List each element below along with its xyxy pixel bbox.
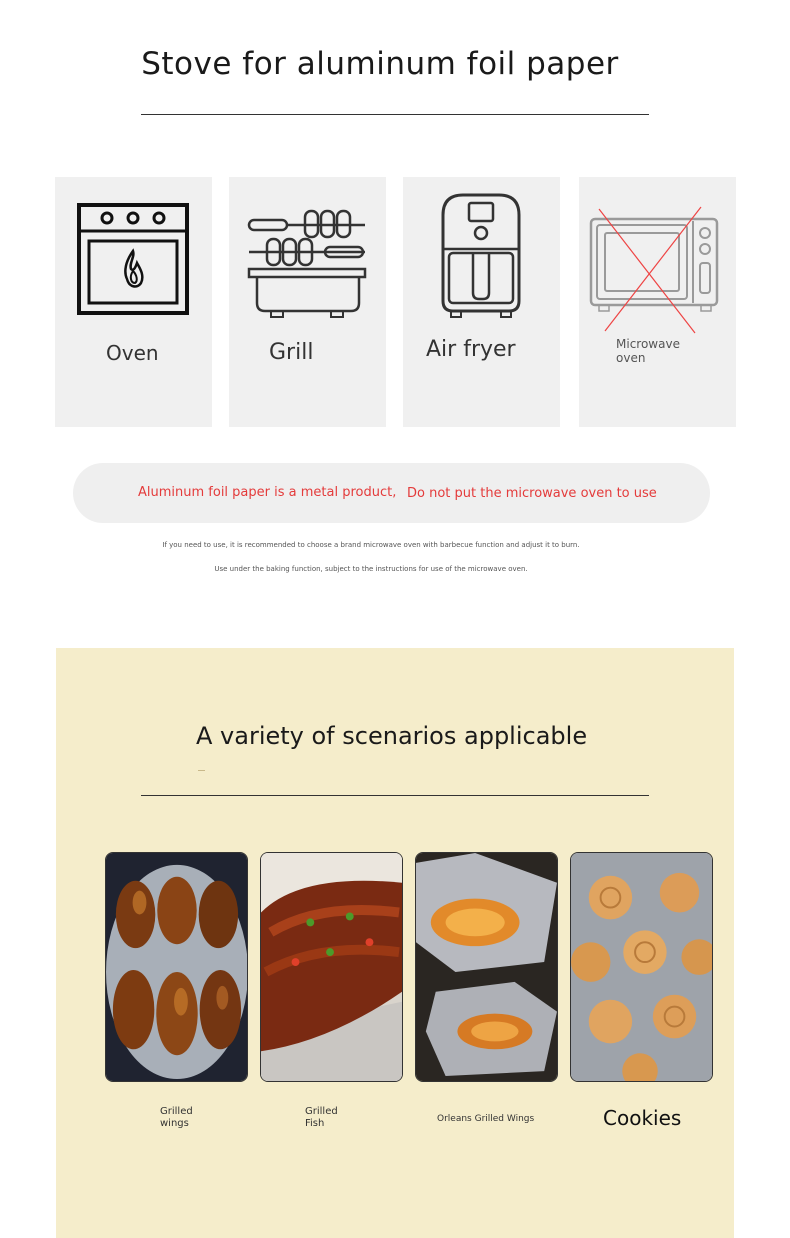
appliance-card-air-fryer — [403, 177, 560, 427]
grilled-fish-photo — [260, 852, 403, 1082]
usage-note-2: Use under the baking function, subject to the instructions for use of the microwave oven. — [214, 565, 528, 573]
appliance-label-air-fryer: Air fryer — [426, 337, 516, 362]
scenarios-title: A variety of scenarios applicable — [196, 722, 588, 750]
grill-icon — [247, 207, 369, 319]
title-divider — [141, 114, 649, 115]
warning-text-metal: Aluminum foil paper is a metal product, — [138, 485, 397, 500]
appliance-card-oven — [55, 177, 212, 427]
decorative-dash — [198, 770, 205, 771]
page-title: Stove for aluminum foil paper — [141, 46, 619, 82]
appliance-card-microwave — [579, 177, 736, 427]
caption-grilled-wings — [160, 1106, 193, 1130]
caption-cookies: Cookies — [603, 1106, 682, 1130]
caption-grilled-wings-line2: wings — [160, 1118, 189, 1129]
caption-grilled-wings-line1: Grilled — [160, 1106, 193, 1117]
not-allowed-cross-icon — [597, 205, 707, 335]
oven-icon — [77, 203, 189, 315]
appliance-label-microwave — [616, 337, 680, 365]
foil-wrapped-sweet-potato-photo — [415, 852, 558, 1082]
appliance-label-oven: Oven — [106, 341, 159, 365]
appliance-label-grill: Grill — [269, 340, 314, 365]
caption-grilled-fish-line1: Grilled — [305, 1106, 338, 1117]
appliance-label-microwave-line2: oven — [616, 351, 646, 365]
scenarios-divider — [141, 795, 649, 796]
warning-banner — [73, 463, 710, 523]
air-fryer-icon — [433, 193, 529, 319]
warning-text-microwave: Do not put the microwave oven to use — [407, 486, 657, 501]
caption-grilled-fish-line2: Fish — [305, 1118, 325, 1129]
usage-note-1: If you need to use, it is recommended to choose a brand microwave oven with barbecue function and adjust it to burn. — [162, 541, 580, 549]
grilled-wings-photo — [105, 852, 248, 1082]
caption-orleans-grilled-wings: Orleans Grilled Wings — [437, 1114, 535, 1124]
appliance-card-grill — [229, 177, 386, 427]
cookies-photo — [570, 852, 713, 1082]
caption-grilled-fish — [305, 1106, 338, 1130]
appliance-label-microwave-line1: Microwave — [616, 337, 680, 351]
